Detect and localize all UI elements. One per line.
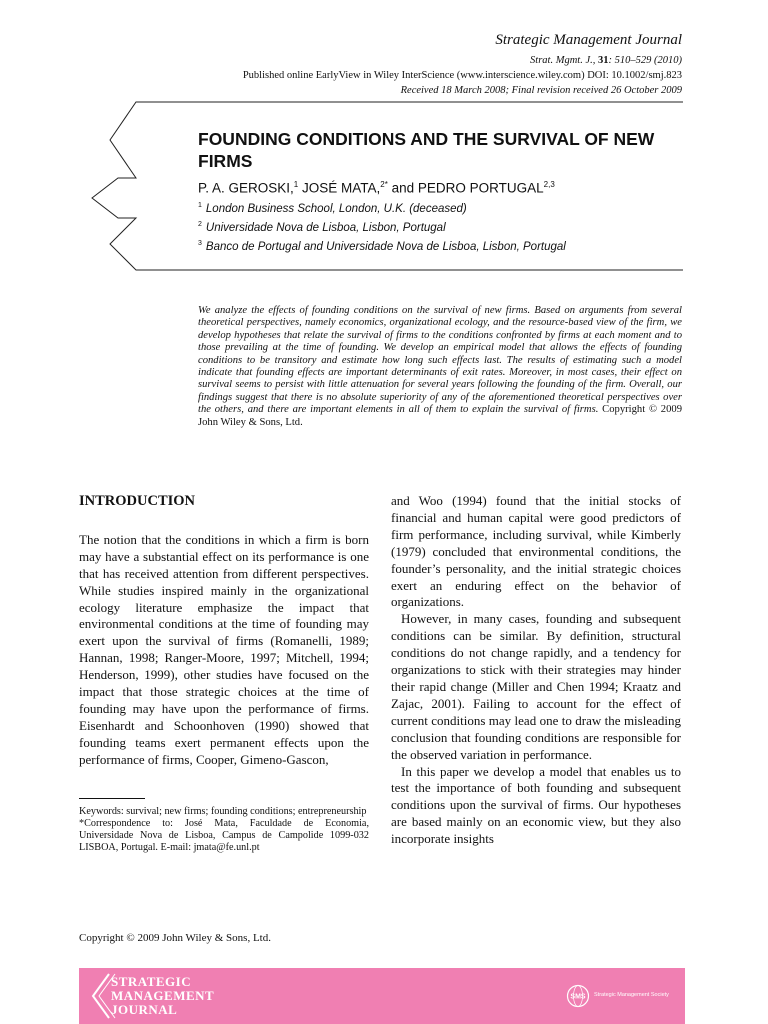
section-heading: INTRODUCTION [79, 493, 196, 509]
page-copyright: Copyright © 2009 John Wiley & Sons, Ltd. [79, 932, 271, 944]
footnotes [79, 806, 369, 854]
body-paragraph: and Woo (1994) found that the initial stocks of financial and human capital were good predictors of firm performance, including survival, while Kimberly (1979) concluded that environmental conditions, the founder’s personality, and the initial strategic choices exert an enduring effect on the behavior of organizations. [391, 493, 681, 610]
author-name: P. A. GEROSKI, [198, 180, 294, 196]
affiliation-item: $^3$ Banco de Portugal and Universidade Nova de Lisboa, Lisbon, Portugal [198, 239, 566, 253]
sms-icon-label: SMS [570, 993, 586, 1001]
author-name: JOSÉ MATA, [298, 180, 381, 196]
sms-name: Strategic Management Society [594, 992, 669, 998]
author-name: and PEDRO PORTUGAL [387, 180, 544, 196]
sms-globe-icon [566, 984, 590, 1008]
author-list [198, 180, 555, 196]
abstract-copyright: Copyright © 2009 John Wiley & Sons, Ltd. [198, 404, 682, 428]
correspondence-footnote: *Correspondence to: José Mata, Faculdade de Economia, Universidade Nova de Lisboa, Campus de Campolide 1099-032 LISBOA, Portugal. E-mail: jmata@fe.unl.pt [79, 818, 369, 853]
affiliation-item: $^2$ Universidade Nova de Lisboa, Lisbon, Portugal [198, 220, 446, 234]
article-title: FOUNDING CONDITIONS AND THE SURVIVAL OF NEW FIRMS [198, 129, 655, 171]
body-column-left [79, 493, 369, 769]
body-paragraph: In this paper we develop a model that enables us to test the importance of both founding and subsequent conditions upon the survival of firms. Our hypotheses are based mainly on an economic view, but they also incorporate insights [391, 763, 681, 847]
published-line: Published online EarlyView in Wiley InterScience (www.interscience.wiley.com) DOI: 10.1002/smj.823 [242, 70, 682, 81]
abstract [198, 305, 682, 429]
footnote-rule [79, 798, 145, 799]
received-line: Received 18 March 2008; Final revision received 26 October 2009 [400, 85, 682, 96]
affiliation-list [198, 198, 566, 254]
affiliation-item: $^1$ London Business School, London, U.K. (deceased) [198, 202, 467, 215]
body-paragraph: The notion that the conditions in which a firm is born may have a substantial effect on its performance is one that has received attention from different perspectives. While studies inspired mainly in the organizational ecology literature emphasize the impact that environmental conditions at the time of founding may exert upon the survival of firms (Romanelli, 1989; Hannan, 1998; Ranger-Moore, 1997; Mitchell, 1994; Henderson, 1999), other studies have focused on the impact that those strategic choices at the time of founding may have upon the performance of firms. Eisenhardt and Schoonhoven (1990) showed that founding teams exert permanent effects upon the performance of firms, Cooper, Gimeno-Gascon, [79, 531, 369, 767]
journal-footer-bar [79, 968, 685, 1024]
abstract-text: We analyze the effects of founding conditions on the survival of new firms. Based on arguments from several theoretical perspectives, namely economics, organizational ecology, and the resource-based view of the firm, we develop hypotheses that relate the survival of firms to the conditions confronted by firms at each moment and to those prevailing at the time of founding. We develop an empirical model that allows the effects of founding conditions to be transitory and estimate how long such effects last. The results of estimating such a model indicate that founding effects are important determinants of exit rates. Moreover, in most cases, their effect on survival seems to persist with little attenuation for several years following the founding of the firm. Overall, our findings suggest that there is no absolute superiority of any of the aforementioned theoretical perspectives over the others, and there are important elements in all of them to explain the survival of firms. [198, 305, 682, 416]
smj-logo: STRATEGIC MANAGEMENT JOURNAL [111, 974, 215, 1017]
author-affiliation-mark: 1 [293, 180, 299, 189]
citation-line: Strat. Mgmt. J., 31: 510–529 (2010) [530, 55, 682, 66]
keywords-footnote: Keywords: survival; new firms; founding conditions; entrepreneurship [79, 806, 367, 817]
author-affiliation-mark: 2* [380, 180, 388, 189]
body-column-right [391, 493, 681, 848]
body-paragraph: However, in many cases, founding and subsequent conditions can be similar. By definition, structural conditions do not change rapidly, and a tendency for organizations to stick with their strategies may hinder their rapid change (Miller and Chen 1994; Kraatz and Zajac, 2001). Failing to account for the effect of current conditions may lead one to draw the misleading conclusion that founding conditions are responsible for the observed variation in performance. [391, 611, 681, 762]
journal-name: Strategic Management Journal [495, 32, 682, 48]
author-affiliation-mark: 2,3 [543, 180, 555, 189]
